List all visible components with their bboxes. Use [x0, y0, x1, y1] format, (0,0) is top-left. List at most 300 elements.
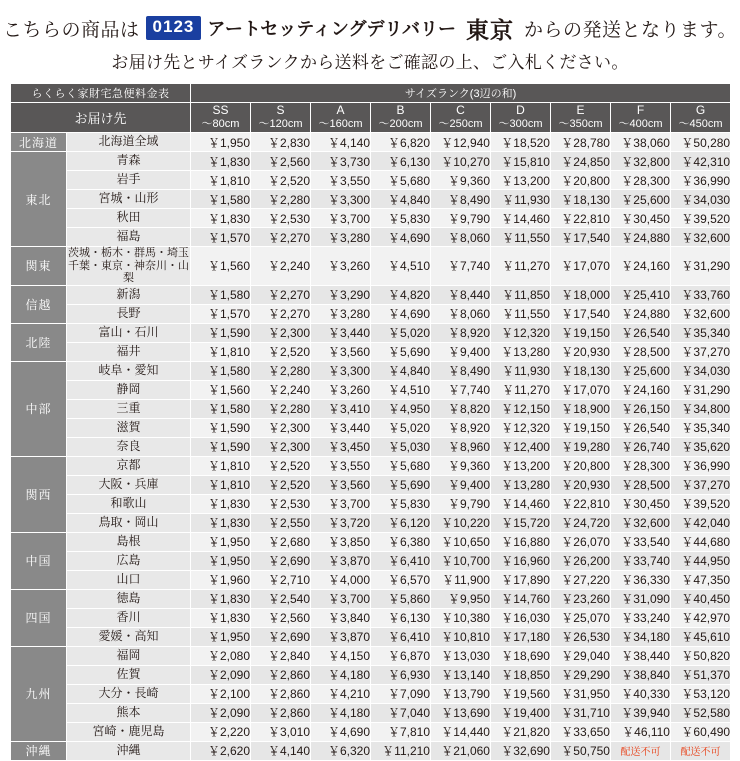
price-cell: ￥1,590: [191, 418, 251, 437]
price-cell: ￥4,840: [371, 190, 431, 209]
price-cell: ￥2,560: [251, 152, 311, 171]
region-label: 東北: [11, 152, 67, 247]
table-row: [11, 475, 731, 494]
price-cell: ￥20,930: [551, 475, 611, 494]
price-cell: ￥26,150: [611, 399, 671, 418]
destination-cell: 新潟: [67, 285, 191, 304]
destination-cell: 富山・石川: [67, 323, 191, 342]
price-cell: ￥15,810: [491, 152, 551, 171]
price-cell: ￥2,560: [251, 608, 311, 627]
price-cell: ￥3,850: [311, 532, 371, 551]
price-cell: ￥2,280: [251, 190, 311, 209]
price-cell: ￥11,900: [431, 570, 491, 589]
price-cell: ￥9,360: [431, 171, 491, 190]
price-cell: ￥2,080: [191, 646, 251, 665]
price-cell: ￥46,110: [611, 722, 671, 741]
price-cell: ￥35,340: [671, 323, 731, 342]
price-cell: ￥2,280: [251, 399, 311, 418]
price-cell: ￥1,810: [191, 342, 251, 361]
region-label: 四国: [11, 589, 67, 646]
table-row: [11, 570, 731, 589]
destination-cell: 福岡: [67, 646, 191, 665]
price-cell: ￥3,260: [311, 380, 371, 399]
price-cell: ￥17,070: [551, 247, 611, 286]
price-cell: ￥4,690: [311, 722, 371, 741]
price-cell: ￥24,850: [551, 152, 611, 171]
price-cell: ￥2,220: [191, 722, 251, 741]
price-cell: ￥4,510: [371, 380, 431, 399]
destination-cell: 三重: [67, 399, 191, 418]
price-cell: ￥13,030: [431, 646, 491, 665]
price-cell: ￥13,790: [431, 684, 491, 703]
price-cell: ￥38,840: [611, 665, 671, 684]
region-label: 北陸: [11, 323, 67, 361]
price-cell: ￥2,530: [251, 494, 311, 513]
column-range-e: ～350cm: [558, 118, 603, 131]
price-cell: ￥1,950: [191, 133, 251, 152]
size-rank-title: サイズランク(3辺の和): [191, 84, 731, 103]
price-cell: ￥3,410: [311, 399, 371, 418]
table-row: [11, 608, 731, 627]
price-cell: ￥3,870: [311, 551, 371, 570]
price-cell: ￥20,930: [551, 342, 611, 361]
column-header-e: [551, 103, 611, 133]
price-cell: ￥6,570: [371, 570, 431, 589]
price-cell: ￥13,280: [491, 342, 551, 361]
price-cell: ￥18,130: [551, 190, 611, 209]
price-cell: ￥28,300: [611, 171, 671, 190]
price-cell: ￥26,530: [551, 627, 611, 646]
price-cell-unavailable: 配送不可: [671, 741, 731, 760]
price-cell: ￥60,490: [671, 722, 731, 741]
price-cell: ￥21,820: [491, 722, 551, 741]
price-cell: ￥10,270: [431, 152, 491, 171]
destination-cell: 大分・長崎: [67, 684, 191, 703]
price-cell: ￥2,710: [251, 570, 311, 589]
price-cell: ￥20,800: [551, 171, 611, 190]
table-row: [11, 361, 731, 380]
price-cell: ￥2,270: [251, 228, 311, 247]
price-cell: ￥34,800: [671, 399, 731, 418]
price-cell: ￥19,150: [551, 323, 611, 342]
price-cell: ￥4,820: [371, 285, 431, 304]
region-label: 九州: [11, 646, 67, 741]
price-cell: ￥2,090: [191, 665, 251, 684]
price-cell: ￥36,990: [671, 456, 731, 475]
price-cell: ￥18,900: [551, 399, 611, 418]
price-cell: ￥37,270: [671, 475, 731, 494]
price-cell: ￥3,300: [311, 190, 371, 209]
price-cell: ￥7,740: [431, 247, 491, 286]
price-cell: ￥3,560: [311, 475, 371, 494]
price-cell: ￥44,950: [671, 551, 731, 570]
price-cell: ￥8,060: [431, 228, 491, 247]
shipping-fare-table: [10, 83, 731, 761]
destination-cell: 滋賀: [67, 418, 191, 437]
price-cell: ￥19,560: [491, 684, 551, 703]
price-cell: ￥32,600: [611, 513, 671, 532]
price-cell: ￥1,950: [191, 532, 251, 551]
price-cell: ￥5,020: [371, 323, 431, 342]
price-cell: ￥22,810: [551, 209, 611, 228]
column-header-d: [491, 103, 551, 133]
price-cell: ￥1,580: [191, 285, 251, 304]
price-cell: ￥10,380: [431, 608, 491, 627]
table-row: [11, 494, 731, 513]
price-cell: ￥8,920: [431, 323, 491, 342]
destination-cell: 奈良: [67, 437, 191, 456]
price-cell: ￥6,130: [371, 608, 431, 627]
price-cell: ￥2,530: [251, 209, 311, 228]
price-cell: ￥9,360: [431, 456, 491, 475]
table-header-row-columns: [11, 103, 731, 133]
price-cell: ￥14,460: [491, 209, 551, 228]
price-cell: ￥45,610: [671, 627, 731, 646]
price-cell: ￥2,690: [251, 551, 311, 570]
price-cell: ￥10,220: [431, 513, 491, 532]
price-cell: ￥11,550: [491, 228, 551, 247]
price-cell: ￥42,040: [671, 513, 731, 532]
logo-city-name: 東京: [465, 16, 514, 43]
price-cell: ￥2,520: [251, 171, 311, 190]
price-cell: ￥38,060: [611, 133, 671, 152]
table-row: [11, 703, 731, 722]
header-prefix-text: こちらの商品は: [3, 19, 140, 41]
table-row: [11, 209, 731, 228]
price-cell: ￥24,160: [611, 380, 671, 399]
price-cell: ￥18,000: [551, 285, 611, 304]
price-cell: ￥20,800: [551, 456, 611, 475]
price-cell: ￥24,720: [551, 513, 611, 532]
price-cell: ￥17,070: [551, 380, 611, 399]
price-cell: ￥5,020: [371, 418, 431, 437]
price-cell: ￥4,510: [371, 247, 431, 286]
price-cell: ￥9,400: [431, 475, 491, 494]
price-cell: ￥7,040: [371, 703, 431, 722]
price-cell: ￥53,120: [671, 684, 731, 703]
destination-cell: 宮城・山形: [67, 190, 191, 209]
price-cell: ￥7,740: [431, 380, 491, 399]
price-cell: ￥2,270: [251, 304, 311, 323]
price-cell: ￥4,140: [251, 741, 311, 760]
price-cell: ￥6,410: [371, 627, 431, 646]
price-cell: ￥1,810: [191, 456, 251, 475]
price-cell: ￥1,830: [191, 608, 251, 627]
price-cell: ￥3,450: [311, 437, 371, 456]
price-cell: ￥31,090: [611, 589, 671, 608]
destination-cell: 福井: [67, 342, 191, 361]
price-cell: ￥2,300: [251, 437, 311, 456]
price-cell: ￥4,180: [311, 665, 371, 684]
region-label: 中部: [11, 361, 67, 456]
price-cell: ￥32,600: [671, 304, 731, 323]
table-header: [11, 84, 731, 133]
price-cell: ￥50,280: [671, 133, 731, 152]
price-cell: ￥33,760: [671, 285, 731, 304]
column-code-d: D: [516, 103, 525, 118]
price-cell: ￥2,240: [251, 247, 311, 286]
price-cell: ￥13,200: [491, 171, 551, 190]
table-row: [11, 228, 731, 247]
table-row: [11, 171, 731, 190]
table-row: [11, 532, 731, 551]
price-cell: ￥25,070: [551, 608, 611, 627]
price-cell: ￥2,550: [251, 513, 311, 532]
header-suffix-text: からの発送となります。: [523, 19, 737, 41]
price-cell: ￥14,440: [431, 722, 491, 741]
table-row: [11, 152, 731, 171]
price-cell: ￥12,150: [491, 399, 551, 418]
price-cell: ￥5,030: [371, 437, 431, 456]
price-cell: ￥3,840: [311, 608, 371, 627]
price-cell: ￥26,740: [611, 437, 671, 456]
column-code-s: S: [276, 103, 285, 118]
price-cell: ￥12,320: [491, 418, 551, 437]
destination-cell: 熊本: [67, 703, 191, 722]
price-cell: ￥29,040: [551, 646, 611, 665]
price-cell: ￥36,990: [671, 171, 731, 190]
price-cell: ￥47,350: [671, 570, 731, 589]
column-code-c: C: [456, 103, 465, 118]
price-cell: ￥31,950: [551, 684, 611, 703]
price-cell: ￥6,820: [371, 133, 431, 152]
column-header-s: [251, 103, 311, 133]
table-row: [11, 418, 731, 437]
region-label: 中国: [11, 532, 67, 589]
table-header-row-title: [11, 84, 731, 103]
price-cell: ￥26,200: [551, 551, 611, 570]
column-header-c: [431, 103, 491, 133]
price-cell: ￥11,550: [491, 304, 551, 323]
table-row: [11, 304, 731, 323]
price-cell: ￥25,600: [611, 190, 671, 209]
table-row: [11, 437, 731, 456]
price-cell: ￥16,030: [491, 608, 551, 627]
price-cell: ￥40,330: [611, 684, 671, 703]
price-cell: ￥18,520: [491, 133, 551, 152]
price-cell: ￥52,580: [671, 703, 731, 722]
price-cell: ￥19,280: [551, 437, 611, 456]
table-row: [11, 399, 731, 418]
price-cell: ￥2,540: [251, 589, 311, 608]
column-header-f: [611, 103, 671, 133]
price-cell: ￥17,540: [551, 304, 611, 323]
destination-cell: 広島: [67, 551, 191, 570]
destination-cell: 福島: [67, 228, 191, 247]
price-cell: ￥32,690: [491, 741, 551, 760]
price-cell: ￥18,850: [491, 665, 551, 684]
price-cell: ￥4,150: [311, 646, 371, 665]
price-cell: ￥8,920: [431, 418, 491, 437]
column-range-c: ～250cm: [438, 118, 483, 131]
destination-cell: 長野: [67, 304, 191, 323]
price-cell: ￥2,620: [191, 741, 251, 760]
price-cell: ￥1,950: [191, 551, 251, 570]
price-cell: ￥13,280: [491, 475, 551, 494]
price-cell: ￥17,180: [491, 627, 551, 646]
header-line-1: [0, 0, 740, 43]
price-cell: ￥4,140: [311, 133, 371, 152]
price-cell: ￥2,090: [191, 703, 251, 722]
price-cell: ￥9,790: [431, 494, 491, 513]
destination-cell: 島根: [67, 532, 191, 551]
price-cell: ￥24,880: [611, 228, 671, 247]
destination-cell: 山口: [67, 570, 191, 589]
column-range-ss: ～80cm: [201, 118, 240, 131]
price-cell: ￥3,560: [311, 342, 371, 361]
price-cell: ￥1,830: [191, 589, 251, 608]
column-header-ss: [191, 103, 251, 133]
price-cell: ￥7,090: [371, 684, 431, 703]
price-cell: ￥3,700: [311, 589, 371, 608]
price-cell: ￥2,860: [251, 703, 311, 722]
price-cell: ￥6,410: [371, 551, 431, 570]
table-row: [11, 323, 731, 342]
price-cell: ￥5,690: [371, 342, 431, 361]
price-cell: ￥4,690: [371, 228, 431, 247]
table-row: [11, 190, 731, 209]
destination-cell: 宮崎・鹿児島: [67, 722, 191, 741]
column-code-ss: SS: [212, 103, 229, 118]
price-cell: ￥3,720: [311, 513, 371, 532]
price-cell: ￥26,540: [611, 418, 671, 437]
price-cell: ￥14,760: [491, 589, 551, 608]
destination-cell: 香川: [67, 608, 191, 627]
price-cell: ￥13,140: [431, 665, 491, 684]
price-cell: ￥1,560: [191, 247, 251, 286]
column-range-d: ～300cm: [498, 118, 543, 131]
destination-cell: 大阪・兵庫: [67, 475, 191, 494]
price-cell: ￥16,880: [491, 532, 551, 551]
price-cell: ￥2,240: [251, 380, 311, 399]
price-cell: ￥3,300: [311, 361, 371, 380]
price-cell: ￥8,060: [431, 304, 491, 323]
price-cell: ￥42,970: [671, 608, 731, 627]
price-cell: ￥18,130: [551, 361, 611, 380]
price-cell: ￥28,500: [611, 475, 671, 494]
price-cell: ￥6,320: [311, 741, 371, 760]
region-label: 北海道: [11, 133, 67, 152]
price-cell: ￥6,870: [371, 646, 431, 665]
destination-cell: 京都: [67, 456, 191, 475]
price-cell: ￥4,840: [371, 361, 431, 380]
price-cell: ￥6,120: [371, 513, 431, 532]
price-cell: ￥24,880: [611, 304, 671, 323]
price-cell: ￥11,930: [491, 190, 551, 209]
price-cell: ￥6,930: [371, 665, 431, 684]
price-cell: ￥23,260: [551, 589, 611, 608]
price-cell: ￥28,300: [611, 456, 671, 475]
price-cell: ￥33,540: [611, 532, 671, 551]
price-cell: ￥1,950: [191, 627, 251, 646]
price-cell: ￥1,560: [191, 380, 251, 399]
destination-cell: 鳥取・岡山: [67, 513, 191, 532]
price-cell: ￥1,830: [191, 494, 251, 513]
price-cell: ￥25,600: [611, 361, 671, 380]
price-cell: ￥39,520: [671, 209, 731, 228]
price-cell: ￥19,400: [491, 703, 551, 722]
price-cell: ￥11,210: [371, 741, 431, 760]
price-cell: ￥11,270: [491, 247, 551, 286]
price-cell: ￥3,280: [311, 228, 371, 247]
price-cell: ￥10,650: [431, 532, 491, 551]
table-row: [11, 247, 731, 286]
price-cell: ￥30,450: [611, 209, 671, 228]
table-row: [11, 380, 731, 399]
price-cell: ￥4,180: [311, 703, 371, 722]
price-cell: ￥22,810: [551, 494, 611, 513]
price-cell: ￥3,280: [311, 304, 371, 323]
price-cell: ￥30,450: [611, 494, 671, 513]
price-cell: ￥33,740: [611, 551, 671, 570]
price-cell: ￥17,890: [491, 570, 551, 589]
price-cell: ￥37,270: [671, 342, 731, 361]
price-cell: ￥38,440: [611, 646, 671, 665]
destination-cell: 岩手: [67, 171, 191, 190]
price-cell: ￥5,690: [371, 475, 431, 494]
price-cell: ￥34,030: [671, 361, 731, 380]
table-row: [11, 133, 731, 152]
price-cell: ￥2,280: [251, 361, 311, 380]
table-row: [11, 684, 731, 703]
logo-company-name: アートセッティングデリバリー: [207, 19, 456, 39]
region-label: 関西: [11, 456, 67, 532]
price-cell: ￥1,830: [191, 513, 251, 532]
price-cell: ￥11,930: [491, 361, 551, 380]
table-title: らくらく家財宅急便料金表: [11, 84, 191, 103]
price-cell: ￥3,700: [311, 494, 371, 513]
region-label: 沖縄: [11, 741, 67, 760]
table-row: [11, 646, 731, 665]
price-cell: ￥8,440: [431, 285, 491, 304]
column-range-g: ～450cm: [678, 118, 723, 131]
price-cell: ￥26,540: [611, 323, 671, 342]
column-code-a: A: [336, 103, 345, 118]
destination-cell: 愛媛・高知: [67, 627, 191, 646]
price-cell: ￥50,750: [551, 741, 611, 760]
price-cell: ￥31,290: [671, 247, 731, 286]
price-cell: ￥1,570: [191, 228, 251, 247]
price-cell: ￥26,070: [551, 532, 611, 551]
price-cell: ￥1,590: [191, 323, 251, 342]
price-cell: ￥4,690: [371, 304, 431, 323]
price-cell: ￥31,290: [671, 380, 731, 399]
price-cell: ￥2,830: [251, 133, 311, 152]
price-cell: ￥15,720: [491, 513, 551, 532]
price-cell: ￥24,160: [611, 247, 671, 286]
price-cell: ￥5,680: [371, 456, 431, 475]
price-cell: ￥6,380: [371, 532, 431, 551]
price-cell: ￥4,950: [371, 399, 431, 418]
price-cell: ￥50,820: [671, 646, 731, 665]
price-cell: ￥17,540: [551, 228, 611, 247]
price-cell: ￥2,520: [251, 475, 311, 494]
price-cell: ￥5,830: [371, 209, 431, 228]
price-cell: ￥6,130: [371, 152, 431, 171]
price-cell: ￥39,940: [611, 703, 671, 722]
price-cell: ￥12,940: [431, 133, 491, 152]
logo-badge: 0123: [146, 16, 202, 40]
price-cell: ￥2,690: [251, 627, 311, 646]
destination-cell: 佐賀: [67, 665, 191, 684]
table-row: [11, 342, 731, 361]
table-row: [11, 665, 731, 684]
price-cell: ￥3,730: [311, 152, 371, 171]
price-cell: ￥14,460: [491, 494, 551, 513]
price-cell: ￥21,060: [431, 741, 491, 760]
column-header-b: [371, 103, 431, 133]
price-cell: ￥8,960: [431, 437, 491, 456]
